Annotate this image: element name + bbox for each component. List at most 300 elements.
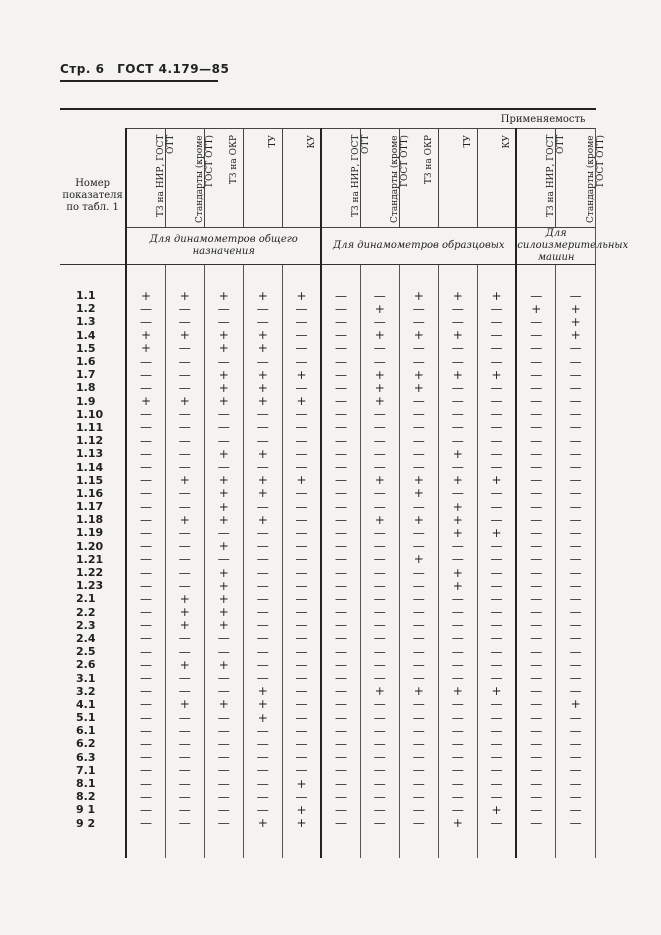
applicability-mark: —	[399, 302, 438, 315]
applicability-mark: —	[360, 592, 399, 605]
applicability-mark: —	[126, 817, 165, 830]
applicability-mark: —	[126, 500, 165, 513]
applicability-mark: —	[321, 685, 360, 698]
applicability-mark: +	[165, 395, 204, 408]
applicability-mark: —	[399, 526, 438, 539]
applicability-mark: —	[204, 434, 243, 447]
row-number: 8.2	[60, 790, 126, 803]
applicability-mark: —	[477, 592, 516, 605]
row-number: 2.5	[60, 645, 126, 658]
applicability-mark: —	[399, 671, 438, 684]
applicability-mark: —	[321, 724, 360, 737]
table-row	[60, 671, 596, 684]
applicability-mark: —	[438, 302, 477, 315]
applicability-mark: —	[282, 579, 321, 592]
spacer-cell	[282, 830, 321, 858]
spacer-cell	[477, 265, 516, 290]
applicability-mark: +	[399, 513, 438, 526]
applicability-mark: —	[282, 566, 321, 579]
applicability-mark: —	[126, 711, 165, 724]
spacer-cell	[204, 265, 243, 290]
applicability-mark: —	[477, 724, 516, 737]
applicability-mark: —	[165, 553, 204, 566]
applicability-mark: +	[438, 513, 477, 526]
row-number: 1.4	[60, 329, 126, 342]
top-left-blank	[60, 109, 126, 129]
applicability-mark: +	[204, 395, 243, 408]
applicability-mark: —	[399, 632, 438, 645]
applicability-mark: —	[360, 460, 399, 473]
applicability-mark: —	[204, 421, 243, 434]
subcolumn-header	[204, 129, 243, 228]
applicability-mark: —	[438, 381, 477, 394]
applicability-mark: —	[477, 817, 516, 830]
row-number: 8.1	[60, 777, 126, 790]
applicability-mark: —	[126, 803, 165, 816]
applicability-mark: —	[438, 553, 477, 566]
applicability-mark: —	[321, 302, 360, 315]
applicability-mark: —	[321, 698, 360, 711]
applicability-mark: —	[282, 698, 321, 711]
applicability-mark: —	[516, 817, 556, 830]
applicability-mark: —	[477, 381, 516, 394]
applicability-mark: —	[321, 711, 360, 724]
applicability-mark: +	[360, 381, 399, 394]
subcolumn-header	[516, 129, 567, 228]
applicability-mark: +	[204, 698, 243, 711]
applicability-mark: —	[556, 632, 596, 645]
subcolumn-header-label: ТЗ на НИР, ГОСТ ОТТ	[156, 135, 176, 218]
spacer-cell	[321, 265, 360, 290]
applicability-mark: +	[243, 698, 282, 711]
applicability-mark: —	[556, 671, 596, 684]
applicability-mark: —	[556, 540, 596, 553]
applicability-mark: —	[360, 698, 399, 711]
applicability-mark: —	[360, 777, 399, 790]
applicability-mark: +	[477, 474, 516, 487]
applicability-mark: +	[243, 381, 282, 394]
applicability-mark: —	[360, 751, 399, 764]
applicability-mark: —	[204, 645, 243, 658]
row-number: 1.9	[60, 395, 126, 408]
applicability-mark: +	[282, 474, 321, 487]
applicability-mark: —	[282, 619, 321, 632]
applicability-mark: —	[438, 803, 477, 816]
row-number: 7.1	[60, 764, 126, 777]
table-row	[60, 302, 596, 315]
applicability-mark: —	[165, 645, 204, 658]
applicability-mark: —	[399, 500, 438, 513]
table-row	[60, 355, 596, 368]
applicability-mark: —	[438, 606, 477, 619]
applicability-mark: +	[438, 329, 477, 342]
applicability-mark: —	[360, 447, 399, 460]
applicability-mark: —	[556, 526, 596, 539]
applicability-mark: —	[399, 711, 438, 724]
table-row	[60, 540, 596, 553]
table-row	[60, 751, 596, 764]
applicability-mark: +	[438, 289, 477, 302]
applicability-mark: —	[516, 566, 556, 579]
applicability-mark: —	[516, 315, 556, 328]
row-number: 1.12	[60, 434, 126, 447]
applicability-mark: —	[321, 289, 360, 302]
applicability-mark: —	[243, 632, 282, 645]
applicability-mark: —	[438, 487, 477, 500]
applicability-mark: —	[321, 329, 360, 342]
row-number: 2.1	[60, 592, 126, 605]
applicability-mark: —	[516, 658, 556, 671]
spacer-cell	[60, 830, 126, 858]
applicability-mark: —	[556, 579, 596, 592]
applicability-mark: +	[204, 289, 243, 302]
applicability-mark: —	[204, 724, 243, 737]
applicability-mark: —	[243, 421, 282, 434]
table-row	[60, 724, 596, 737]
subcolumn-header-label: ТЗ на НИР, ГОСТ ОТТ	[546, 135, 567, 218]
subcolumn-header-label: ТУ	[462, 135, 473, 148]
applicability-mark: —	[321, 645, 360, 658]
table-row	[60, 368, 596, 381]
page-header	[60, 62, 237, 76]
applicability-mark: —	[438, 434, 477, 447]
table-row	[60, 645, 596, 658]
applicability-mark: —	[282, 421, 321, 434]
applicability-mark: +	[399, 487, 438, 500]
applicability-mark: —	[516, 751, 556, 764]
row-number: 1.21	[60, 553, 126, 566]
applicability-mark: +	[438, 526, 477, 539]
applicability-mark: +	[438, 579, 477, 592]
applicability-mark: +	[360, 474, 399, 487]
applicability-mark: —	[516, 487, 556, 500]
row-number: 1.20	[60, 540, 126, 553]
applicability-mark: +	[243, 817, 282, 830]
applicability-mark: +	[438, 500, 477, 513]
applicability-mark: +	[243, 368, 282, 381]
row-number: 1.10	[60, 408, 126, 421]
applicability-mark: —	[516, 447, 556, 460]
applicability-mark: —	[556, 395, 596, 408]
table-row	[60, 592, 596, 605]
row-number: 6.1	[60, 724, 126, 737]
applicability-mark: —	[399, 645, 438, 658]
applicability-mark: —	[516, 395, 556, 408]
applicability-mark: —	[477, 315, 516, 328]
applicability-mark: +	[126, 395, 165, 408]
applicability-mark: —	[126, 368, 165, 381]
table-row	[60, 817, 596, 830]
applicability-mark: —	[282, 751, 321, 764]
row-number: 1.23	[60, 579, 126, 592]
applicability-mark: —	[126, 460, 165, 473]
applicability-mark: —	[399, 395, 438, 408]
applicability-mark: +	[204, 474, 243, 487]
applicability-mark: —	[360, 540, 399, 553]
applicability-mark: —	[477, 500, 516, 513]
applicability-mark: —	[399, 606, 438, 619]
applicability-mark: —	[282, 302, 321, 315]
applicability-mark: —	[204, 817, 243, 830]
applicability-mark: +	[438, 474, 477, 487]
row-number: 5.1	[60, 711, 126, 724]
applicability-mark: —	[165, 368, 204, 381]
applicability-mark: +	[243, 289, 282, 302]
applicability-mark: —	[282, 737, 321, 750]
applicability-mark: —	[360, 408, 399, 421]
applicability-mark: —	[360, 342, 399, 355]
applicability-title: Применяемость	[126, 109, 595, 129]
applicability-mark: +	[165, 474, 204, 487]
applicability-mark: —	[126, 764, 165, 777]
applicability-mark: —	[438, 315, 477, 328]
table-row	[60, 513, 596, 526]
applicability-mark: —	[282, 408, 321, 421]
applicability-mark: —	[165, 526, 204, 539]
applicability-table	[60, 108, 629, 858]
subcolumn-header-label: ТЗ на НИР, ГОСТ ОТТ	[351, 135, 371, 218]
applicability-mark: —	[165, 724, 204, 737]
applicability-mark: —	[477, 553, 516, 566]
applicability-mark: —	[399, 315, 438, 328]
table-row	[60, 566, 596, 579]
applicability-mark: +	[204, 368, 243, 381]
table-row	[60, 526, 596, 539]
applicability-mark: —	[360, 315, 399, 328]
row-number: 6.2	[60, 737, 126, 750]
applicability-mark: —	[321, 513, 360, 526]
subcolumn-header	[399, 129, 438, 228]
applicability-mark: —	[126, 645, 165, 658]
applicability-mark: —	[243, 671, 282, 684]
applicability-mark: —	[516, 513, 556, 526]
applicability-mark: +	[477, 685, 516, 698]
applicability-mark: —	[165, 487, 204, 500]
applicability-mark: —	[399, 342, 438, 355]
table-row	[60, 803, 596, 816]
subcolumn-header	[360, 129, 410, 228]
applicability-mark: —	[282, 764, 321, 777]
applicability-mark: —	[438, 592, 477, 605]
applicability-mark: —	[165, 342, 204, 355]
applicability-mark: —	[126, 421, 165, 434]
applicability-mark: —	[438, 619, 477, 632]
applicability-mark: —	[516, 329, 556, 342]
table-row	[60, 777, 596, 790]
applicability-mark: —	[516, 381, 556, 394]
row-number: 1.15	[60, 474, 126, 487]
applicability-mark: +	[282, 777, 321, 790]
table-row	[60, 487, 596, 500]
row-number: 1.16	[60, 487, 126, 500]
applicability-mark: —	[360, 289, 399, 302]
applicability-mark: —	[204, 711, 243, 724]
applicability-mark: —	[126, 381, 165, 394]
applicability-mark: —	[399, 751, 438, 764]
row-number: 2.3	[60, 619, 126, 632]
applicability-mark: —	[282, 342, 321, 355]
applicability-mark: +	[360, 395, 399, 408]
applicability-mark: —	[556, 777, 596, 790]
row-number: 4.1	[60, 698, 126, 711]
subcolumn-header	[477, 129, 516, 228]
table-row	[60, 395, 596, 408]
applicability-mark: —	[399, 724, 438, 737]
subcolumn-header	[126, 129, 176, 228]
applicability-mark: —	[360, 487, 399, 500]
applicability-mark: —	[556, 381, 596, 394]
applicability-mark: —	[321, 751, 360, 764]
applicability-mark: —	[556, 711, 596, 724]
applicability-mark: —	[204, 803, 243, 816]
group-header: Для динамометров общего назначения	[126, 228, 321, 265]
applicability-mark: —	[126, 737, 165, 750]
applicability-mark: +	[204, 447, 243, 460]
row-number: 9 2	[60, 817, 126, 830]
applicability-mark: +	[477, 526, 516, 539]
spacer-cell	[556, 830, 596, 858]
applicability-mark: —	[360, 790, 399, 803]
applicability-mark: —	[556, 460, 596, 473]
spacer-cell	[243, 265, 282, 290]
spacer-cell	[399, 830, 438, 858]
applicability-mark: —	[204, 685, 243, 698]
applicability-mark: —	[360, 421, 399, 434]
applicability-mark: —	[556, 289, 596, 302]
row-number: 2.6	[60, 658, 126, 671]
applicability-mark: —	[477, 408, 516, 421]
spacer-cell	[556, 265, 596, 290]
applicability-mark: —	[516, 803, 556, 816]
applicability-mark: —	[516, 645, 556, 658]
applicability-mark: —	[477, 619, 516, 632]
applicability-mark: —	[438, 355, 477, 368]
applicability-mark: —	[399, 817, 438, 830]
applicability-mark: —	[321, 434, 360, 447]
applicability-mark: —	[126, 474, 165, 487]
applicability-mark: —	[556, 355, 596, 368]
applicability-mark: —	[516, 474, 556, 487]
applicability-mark: —	[360, 500, 399, 513]
applicability-mark: —	[126, 698, 165, 711]
applicability-mark: —	[477, 751, 516, 764]
applicability-mark: —	[204, 764, 243, 777]
spacer-cell	[360, 830, 399, 858]
applicability-mark: —	[516, 289, 556, 302]
applicability-mark: —	[243, 408, 282, 421]
applicability-mark: —	[165, 315, 204, 328]
subcolumn-header-label: ТЗ на ОКР	[228, 135, 239, 185]
applicability-mark: +	[165, 513, 204, 526]
applicability-mark: +	[360, 513, 399, 526]
applicability-mark: —	[438, 671, 477, 684]
applicability-mark: +	[165, 592, 204, 605]
applicability-mark: —	[399, 408, 438, 421]
applicability-mark: +	[165, 619, 204, 632]
applicability-mark: —	[165, 777, 204, 790]
applicability-mark: —	[477, 447, 516, 460]
spacer-cell	[516, 830, 556, 858]
applicability-mark: —	[360, 645, 399, 658]
applicability-mark: —	[477, 487, 516, 500]
applicability-mark: +	[282, 395, 321, 408]
applicability-mark: —	[321, 408, 360, 421]
applicability-mark: —	[516, 368, 556, 381]
applicability-mark: —	[438, 698, 477, 711]
applicability-mark: —	[321, 368, 360, 381]
table-row	[60, 764, 596, 777]
applicability-mark: —	[556, 421, 596, 434]
applicability-mark: —	[399, 698, 438, 711]
applicability-mark: +	[556, 329, 596, 342]
applicability-mark: —	[516, 579, 556, 592]
applicability-mark: —	[438, 632, 477, 645]
table-spacer	[60, 830, 596, 858]
row-number: 9 1	[60, 803, 126, 816]
applicability-mark: —	[282, 724, 321, 737]
applicability-mark: —	[282, 447, 321, 460]
applicability-mark: +	[204, 487, 243, 500]
applicability-mark: —	[282, 540, 321, 553]
applicability-mark: —	[516, 500, 556, 513]
applicability-mark: —	[126, 526, 165, 539]
applicability-mark: —	[243, 606, 282, 619]
applicability-mark: +	[126, 289, 165, 302]
applicability-mark: —	[477, 434, 516, 447]
row-number: 1.14	[60, 460, 126, 473]
applicability-mark: —	[477, 698, 516, 711]
applicability-mark: —	[556, 368, 596, 381]
table-row	[60, 342, 596, 355]
applicability-mark: +	[556, 315, 596, 328]
applicability-mark: —	[556, 724, 596, 737]
row-number: 1.17	[60, 500, 126, 513]
applicability-mark: —	[399, 447, 438, 460]
applicability-mark: —	[360, 658, 399, 671]
subcolumn-header-label: ТЗ на ОКР	[423, 135, 434, 185]
applicability-mark: +	[165, 289, 204, 302]
spacer-cell	[438, 265, 477, 290]
applicability-mark: —	[516, 460, 556, 473]
applicability-mark: +	[399, 685, 438, 698]
applicability-mark: —	[126, 315, 165, 328]
applicability-mark: —	[321, 658, 360, 671]
applicability-mark: —	[321, 342, 360, 355]
spacer-cell	[243, 830, 282, 858]
applicability-mark: —	[126, 447, 165, 460]
applicability-mark: +	[282, 817, 321, 830]
applicability-mark: —	[477, 566, 516, 579]
applicability-mark: +	[204, 592, 243, 605]
applicability-mark: —	[438, 751, 477, 764]
applicability-mark: —	[321, 500, 360, 513]
applicability-mark: —	[360, 737, 399, 750]
applicability-mark: —	[321, 764, 360, 777]
applicability-mark: +	[399, 329, 438, 342]
applicability-mark: —	[516, 737, 556, 750]
applicability-mark: —	[516, 632, 556, 645]
applicability-mark: +	[165, 606, 204, 619]
applicability-mark: +	[556, 698, 596, 711]
group-header: Для динамометров образцовых	[321, 228, 516, 265]
applicability-mark: +	[282, 803, 321, 816]
spacer-cell	[516, 265, 556, 290]
table-row	[60, 421, 596, 434]
subcolumn-header	[321, 129, 371, 228]
applicability-mark: —	[438, 342, 477, 355]
row-number: 1.6	[60, 355, 126, 368]
applicability-mark: +	[243, 685, 282, 698]
